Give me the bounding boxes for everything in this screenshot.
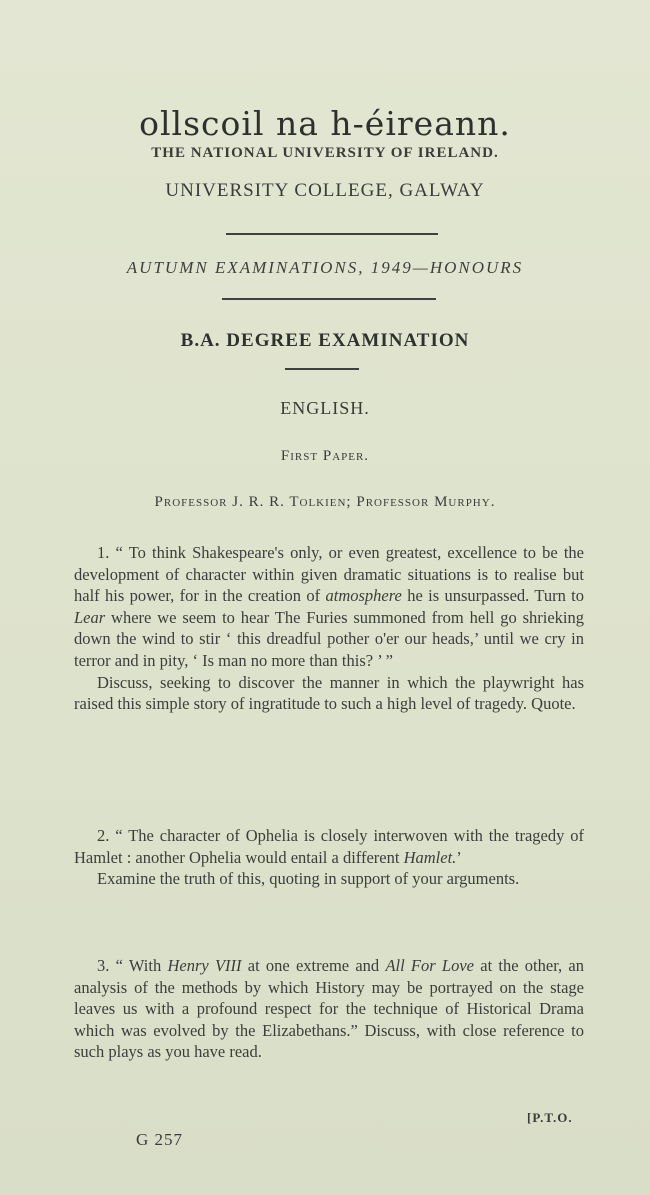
question-1-italic: Lear xyxy=(74,607,106,627)
question-1-instruction: Discuss, seeking to discover the manner in which the playwright has raised this simple story of ingratitude to such a high level of tragedy. Quote. xyxy=(74,672,584,714)
question-1-text: where we seem to hear The Furies summoned from hell go shrieking down the wind to stir ‘ this dreadful pother o'er our heads,’ until we cry in terror and in pity, ‘ Is man no more than this? ’ ” xyxy=(74,607,584,670)
degree-title: B.A. DEGREE EXAMINATION xyxy=(180,330,470,351)
question-1-italic: atmosphere xyxy=(325,586,402,606)
question-1-text: 1. “ To think xyxy=(97,543,193,562)
question-3-text: at one extreme and xyxy=(241,956,386,975)
question-1-text: he is unsurpassed. Turn to xyxy=(401,586,585,606)
question-3 xyxy=(74,955,584,1063)
question-1 xyxy=(74,542,584,715)
question-2-italic: Hamlet. xyxy=(403,847,457,867)
college-heading: UNIVERSITY COLLEGE, GALWAY xyxy=(165,180,485,201)
question-3-text: 3. “ With xyxy=(97,956,168,975)
subject-title: ENGLISH. xyxy=(280,398,370,418)
question-2-instruction: Examine the truth of this, quoting in support of your arguments. xyxy=(97,869,520,889)
examiners-line: Professor J. R. R. Tolkien; Professor Murphy. xyxy=(154,494,496,510)
exam-session-title: AUTUMN EXAMINATIONS, 1949—HONOURS xyxy=(126,258,524,277)
divider-short xyxy=(285,368,359,370)
paper-code: G 257 xyxy=(136,1130,184,1149)
question-2-text: ’ xyxy=(456,847,462,867)
question-2 xyxy=(74,825,584,890)
divider-top xyxy=(226,233,438,235)
divider-middle xyxy=(222,298,436,300)
paper-title: First Paper. xyxy=(280,448,370,464)
please-turn-over: [P.T.O. xyxy=(527,1110,573,1125)
question-3-italic: All For Love xyxy=(385,956,474,975)
irish-university-title: ollscoil na h-éireann. xyxy=(139,104,511,143)
question-1-text: Shakespeare's only, or even greatest, excellence to be the development of character within given dramatic situations is to realise but half his power, for in the creation of xyxy=(74,543,584,606)
question-2-text: 2. “ The character of Ophelia is closely interwoven with the tragedy of Hamlet : another Ophelia would entail a different xyxy=(74,826,584,867)
question-3-text: at the other, an analysis of the methods by which History may be portrayed on the stage leaves us with a profound respect for the technique of Historical Drama which was evolved by the Elizabethans.” Discuss, with close reference to such plays as you have read. xyxy=(74,956,584,1062)
national-university-heading: THE NATIONAL UNIVERSITY OF IRELAND. xyxy=(151,145,499,161)
question-3-italic: Henry VIII xyxy=(167,956,242,975)
